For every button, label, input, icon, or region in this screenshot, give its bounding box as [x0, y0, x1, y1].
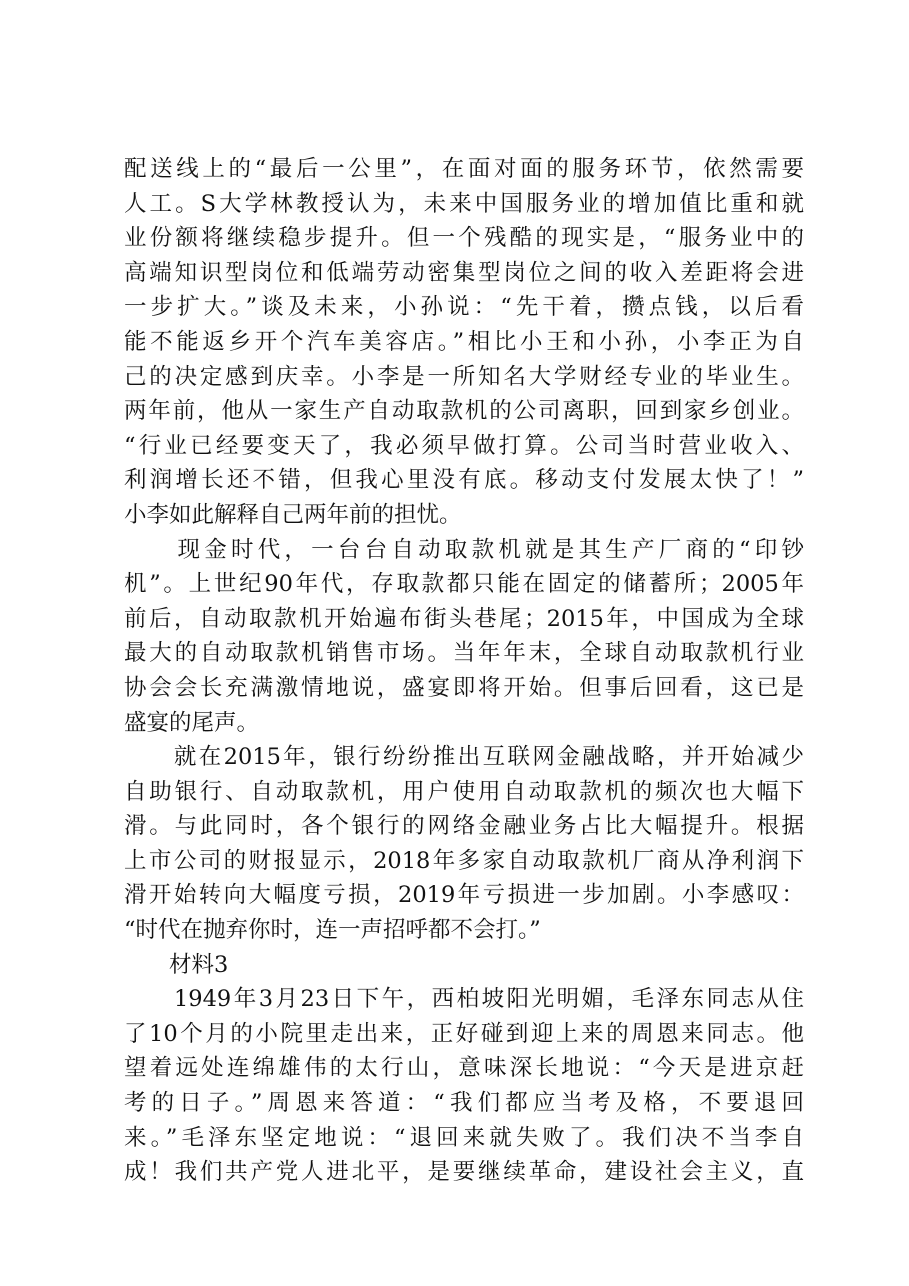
text-line: 望着远处连绵雄伟的太行山，意味深长地说：“今天是进京赶	[124, 1055, 804, 1082]
text-line: 盛宴的尾声。	[124, 709, 260, 736]
text-line: 机”。上世纪90年代，存取款都只能在固定的储蓄所；2005年	[124, 571, 804, 598]
text-line: 自助银行、自动取款机，用户使用自动取款机的频次也大幅下	[124, 778, 804, 805]
text-line: 一步扩大。”谈及未来，小孙说：“先干着，攒点钱，以后看	[124, 294, 804, 321]
text-line: 配送线上的“最后一公里”，在面对面的服务环节，依然需要	[124, 156, 804, 182]
text-line: 前后，自动取款机开始遍布街头巷尾；2015年，中国成为全球	[124, 605, 804, 632]
text-line: 高端知识型岗位和低端劳动密集型岗位之间的收入差距将会进	[124, 259, 804, 286]
text-line: 现金时代，一台台自动取款机就是其生产厂商的“印钞	[124, 536, 804, 563]
text-line: 能不能返乡开个汽车美容店。”相比小王和小孙，小李正为自	[124, 328, 804, 355]
text-line: 上市公司的财报显示，2018年多家自动取款机厂商从净利润下	[124, 847, 804, 874]
text-line: 来。”毛泽东坚定地说：“退回来就失败了。我们决不当李自	[124, 1124, 804, 1151]
paragraph	[124, 533, 804, 741]
text-line: 了10个月的小院里走出来，正好碰到迎上来的周恩来同志。他	[124, 1020, 804, 1047]
text-line: “时代在抛弃你时，连一声招呼都不会打。”	[124, 917, 541, 944]
document-body-text	[124, 152, 804, 1190]
paragraph	[124, 740, 804, 948]
text-line: 两年前，他从一家生产自动取款机的公司离职，回到家乡创业。	[124, 398, 804, 425]
document-page	[124, 152, 804, 1190]
text-line: 成！我们共产党人进北平，是要继续革命，建设社会主义，直	[124, 1159, 804, 1186]
text-line: 利润增长还不错，但我心里没有底。移动支付发展太快了！”	[124, 467, 804, 494]
paragraph	[124, 982, 804, 1190]
text-line: 业份额将继续稳步提升。但一个残酷的现实是，“服务业中的	[124, 225, 804, 252]
paragraph	[124, 948, 804, 983]
text-line: 材料3	[124, 951, 229, 978]
text-line: 1949年3月23日下午，西柏坡阳光明媚，毛泽东同志从住	[124, 986, 804, 1013]
text-line: 小李如此解释自己两年前的担忧。	[124, 501, 462, 528]
text-line: 考的日子。”周恩来答道：“我们都应当考及格，不要退回	[124, 1090, 804, 1117]
text-line: 最大的自动取款机销售市场。当年年末，全球自动取款机行业	[124, 640, 804, 667]
text-line: 就在2015年，银行纷纷推出互联网金融战略，并开始减少	[124, 744, 804, 771]
text-line: 人工。S大学林教授认为，未来中国服务业的增加值比重和就	[124, 190, 804, 217]
text-line: 滑开始转向大幅度亏损，2019年亏损进一步加剧。小李感叹：	[124, 882, 804, 909]
text-line: 协会会长充满激情地说，盛宴即将开始。但事后回看，这已是	[124, 674, 804, 701]
paragraph	[124, 152, 804, 533]
text-line: 滑。与此同时，各个银行的网络金融业务占比大幅提升。根据	[124, 813, 804, 840]
text-line: “行业已经要变天了，我必须早做打算。公司当时营业收入、	[124, 432, 804, 459]
text-line: 己的决定感到庆幸。小李是一所知名大学财经专业的毕业生。	[124, 363, 804, 390]
